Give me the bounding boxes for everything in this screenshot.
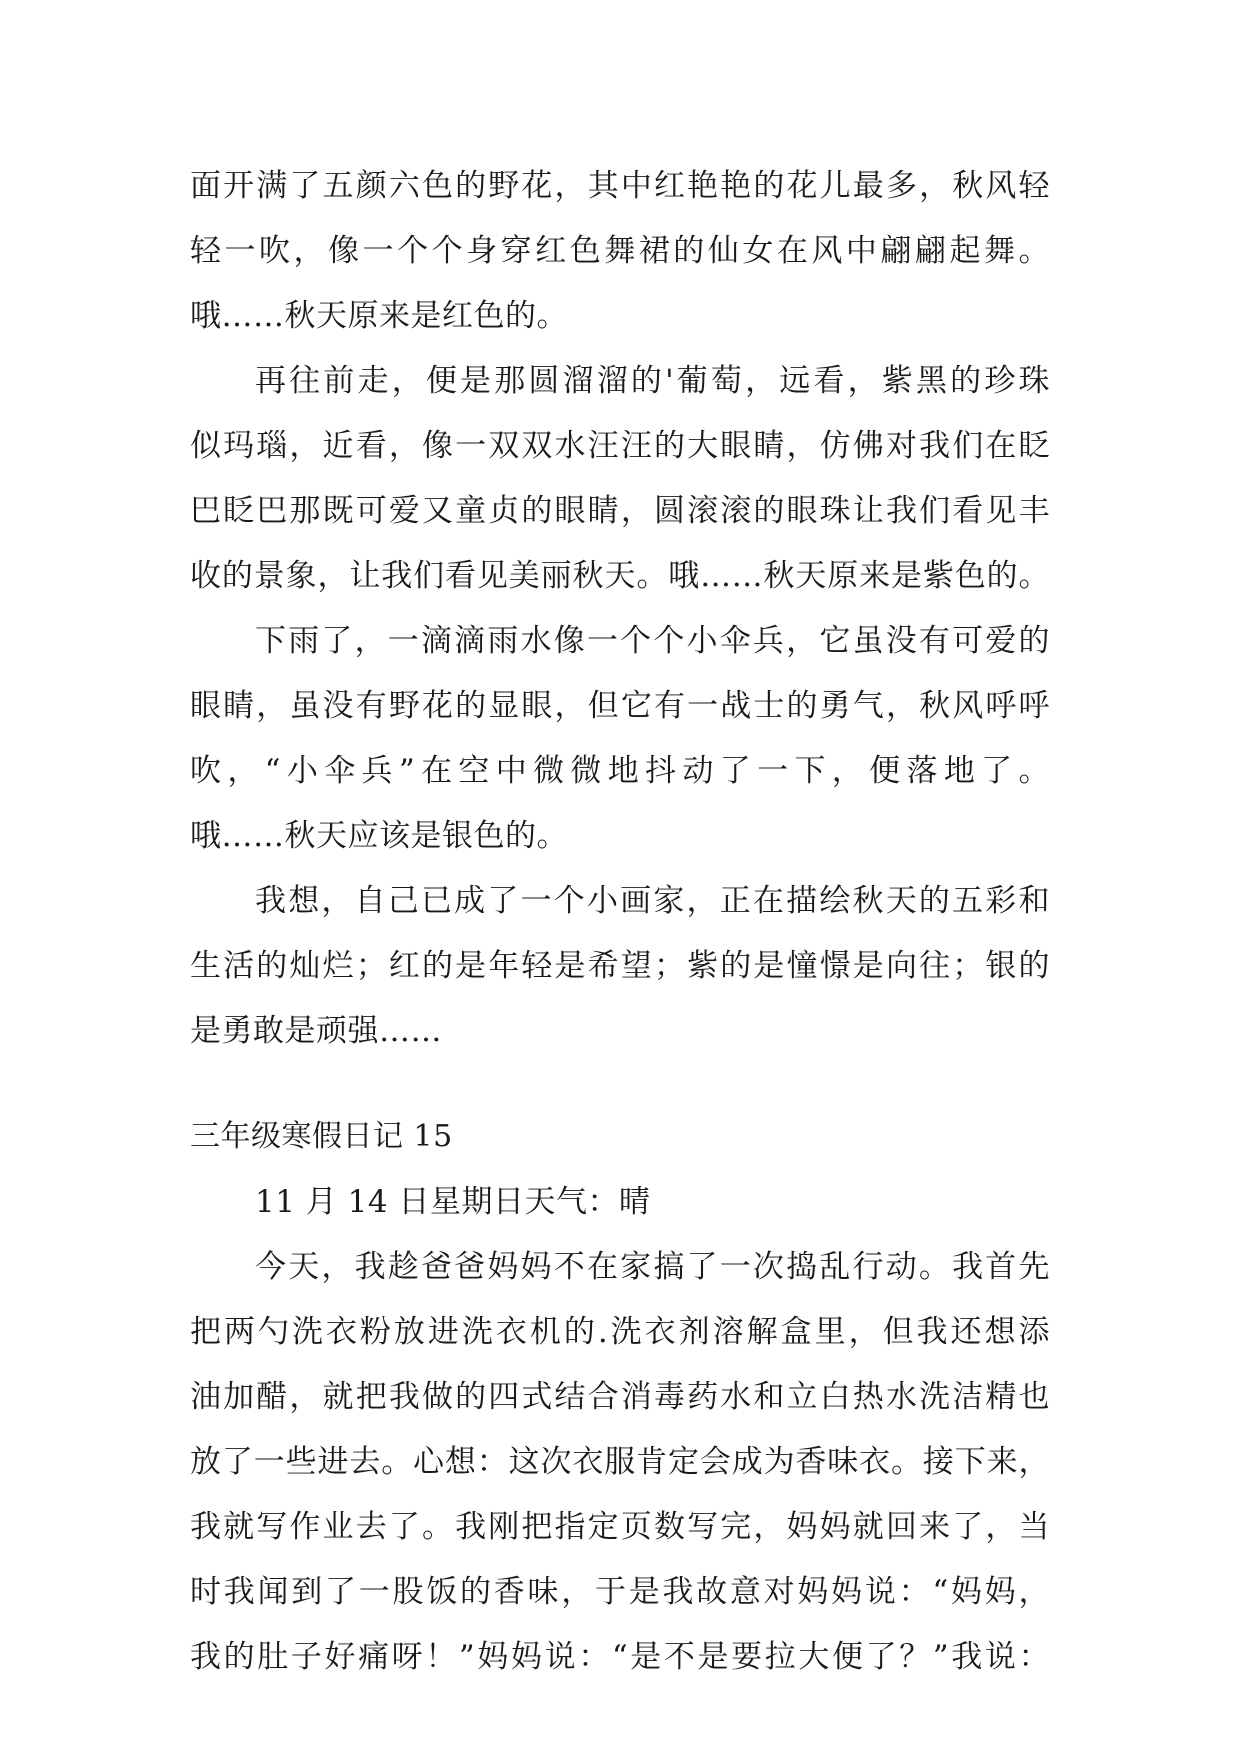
paragraph-line: 油加醋，就把我做的四式结合消毒药水和立白热水洗洁精也: [190, 1379, 1050, 1415]
paragraph-line: 哦……秋天应该是银色的。: [190, 818, 568, 854]
paragraph-line: 吹，“小伞兵”在空中微微地抖动了一下，便落地了。: [190, 753, 1050, 789]
paragraph-line: 似玛瑙，近看，像一双双水汪汪的大眼睛，仿佛对我们在眨: [190, 428, 1050, 464]
paragraph-line: 我的肚子好痛呀！”妈妈说：“是不是要拉大便了？”我说：: [190, 1639, 1050, 1675]
paragraph-line: 把两勺洗衣粉放进洗衣机的.洗衣剂溶解盒里，但我还想添: [190, 1314, 1050, 1350]
paragraph-line: 时我闻到了一股饭的香味，于是我故意对妈妈说：“妈妈，: [190, 1574, 1050, 1610]
paragraph-line: 下雨了，一滴滴雨水像一个个小伞兵，它虽没有可爱的: [255, 623, 1050, 659]
paragraph-line: 轻一吹，像一个个身穿红色舞裙的仙女在风中翩翩起舞。: [190, 233, 1050, 269]
date-weather-line: 11 月 14 日星期日天气：晴: [255, 1184, 651, 1220]
paragraph-line: 眼睛，虽没有野花的显眼，但它有一战士的勇气，秋风呼呼: [190, 688, 1050, 724]
paragraph-line: 面开满了五颜六色的野花，其中红艳艳的花儿最多，秋风轻: [190, 168, 1050, 204]
paragraph-line: 我想，自己已成了一个小画家，正在描绘秋天的五彩和: [255, 883, 1050, 919]
paragraph-line: 生活的灿烂；红的是年轻是希望；紫的是憧憬是向往；银的: [190, 948, 1050, 984]
paragraph-line: 巴眨巴那既可爱又童贞的眼睛，圆滚滚的眼珠让我们看见丰: [190, 493, 1050, 529]
paragraph-line: 放了一些进去。心想：这次衣服肯定会成为香味衣。接下来，: [190, 1444, 1050, 1480]
paragraph-line: 再往前走，便是那圆溜溜的'葡萄，远看，紫黑的珍珠: [255, 363, 1050, 399]
paragraph-line: 哦……秋天原来是红色的。: [190, 298, 568, 334]
section-title: 三年级寒假日记 15: [190, 1119, 453, 1154]
paragraph-line: 今天，我趁爸爸妈妈不在家搞了一次捣乱行动。我首先: [255, 1249, 1050, 1285]
paragraph-line: 是勇敢是顽强……: [190, 1013, 442, 1049]
paragraph-line: 收的景象，让我们看见美丽秋天。哦……秋天原来是紫色的。: [190, 558, 1050, 594]
paragraph-line: 我就写作业去了。我刚把指定页数写完，妈妈就回来了，当: [190, 1509, 1050, 1545]
